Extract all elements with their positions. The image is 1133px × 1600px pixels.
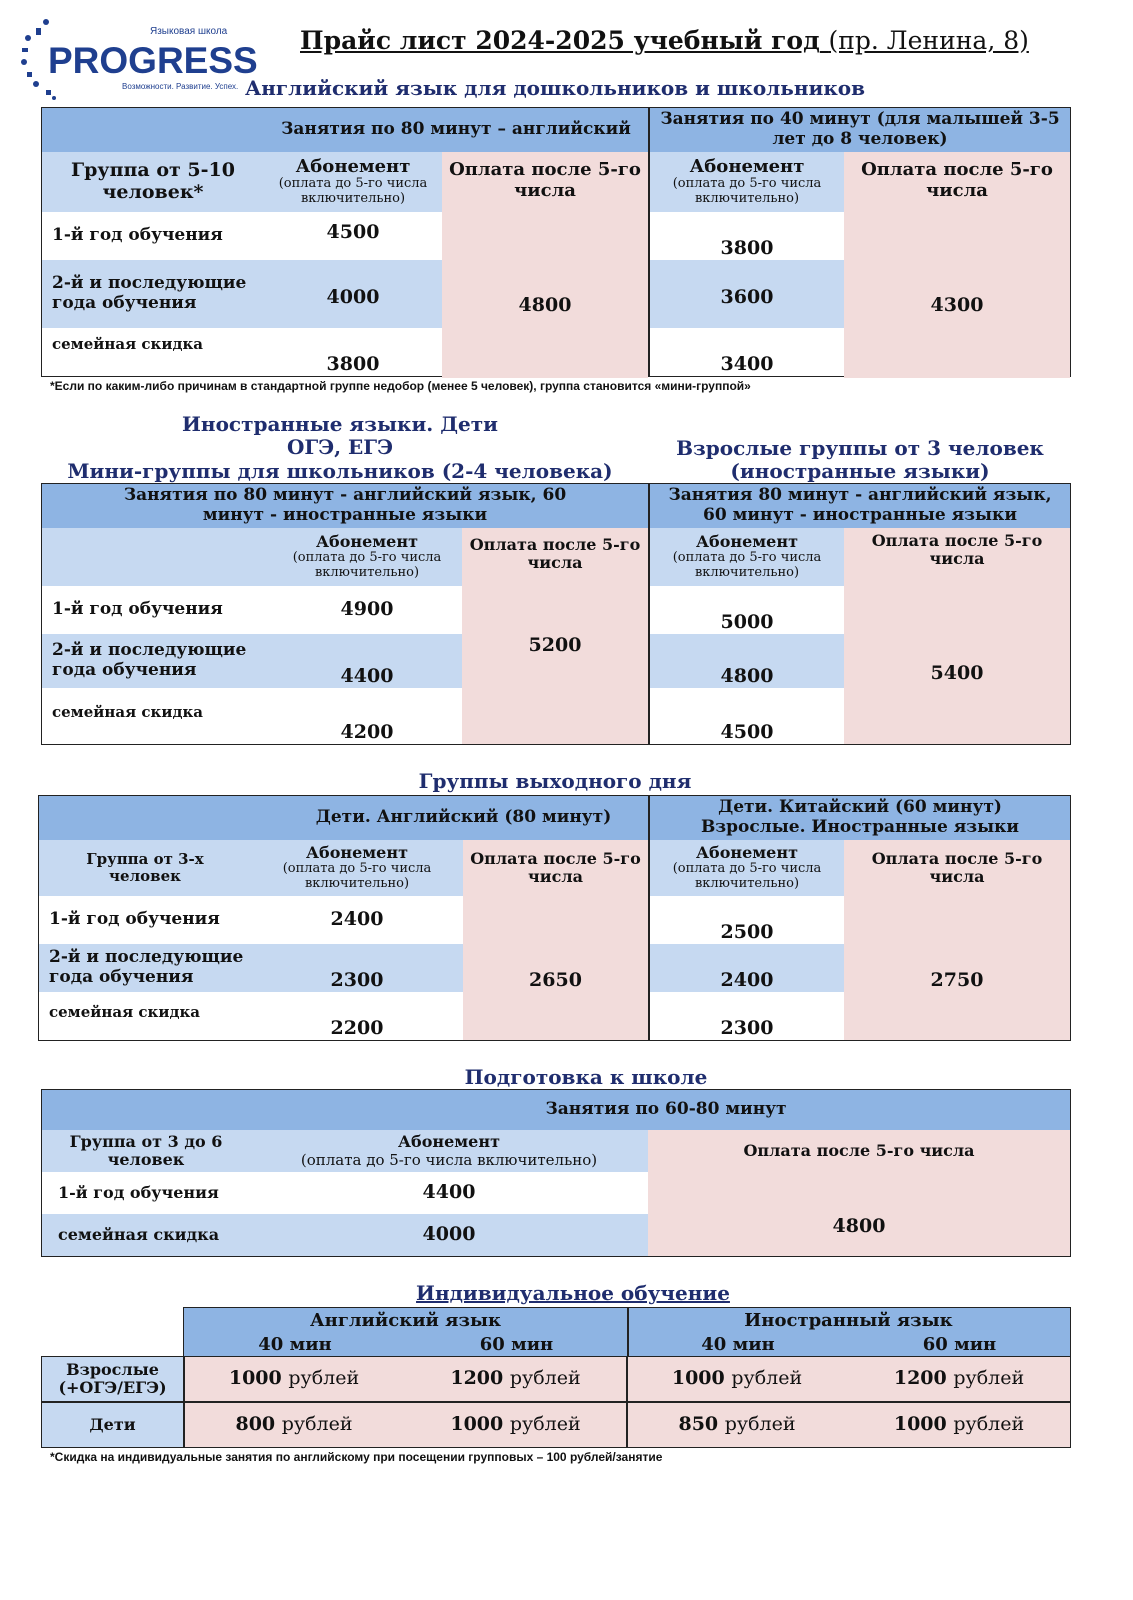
s4-row1-label: 1-й год обучения: [42, 1172, 648, 1214]
s5-col-a: Английский язык: [309, 1309, 501, 1331]
s1-a-abon-header: Абонемент (оплата до 5-го числа включительно): [264, 152, 442, 212]
s5-r1-v4: 1200 рублей: [893, 1367, 1025, 1390]
s5-a-60: 60 мин: [479, 1333, 554, 1355]
s1-b-row2: 3600: [720, 286, 774, 309]
s5-r1-v2: 1200 рублей: [450, 1367, 581, 1390]
s3-a-pay: 2650: [529, 969, 582, 992]
s3-a-pay-col: Оплата после 5-го числа: [463, 840, 648, 1040]
s1-b-abon-header: Абонемент (оплата до 5-го числа включительно): [650, 152, 844, 212]
section2-heading-right: Взрослые группы от 3 человек (иностранные языки): [676, 436, 1044, 484]
s2-b-pay: 5400: [930, 662, 984, 685]
s3-col-b-header: Дети. Китайский (60 минут) Взрослые. Иностранные языки: [650, 796, 1070, 840]
s1-a-row2: 4000: [326, 286, 380, 309]
s3-group-label: Группа от 3-х человек: [39, 840, 251, 896]
s5-r2-v1: 800 рублей: [235, 1413, 353, 1436]
s4-group-label: Группа от 3 до 6 человек: [42, 1130, 250, 1172]
section5-table: [41, 1356, 1071, 1448]
s1-col-a-header: Занятия по 80 минут – английский: [264, 108, 648, 152]
section4-heading: Подготовка к школе: [464, 1065, 708, 1089]
s3-b-row2: 2400: [720, 969, 774, 992]
s2-a-row2: 4400: [340, 665, 394, 688]
s1-b-row1: 3800: [720, 237, 774, 260]
s1-row1-label: 1-й год обучения: [42, 212, 442, 260]
s2-b-row1: 5000: [720, 611, 774, 634]
s5-a-40: 40 мин: [258, 1333, 332, 1355]
section3-heading: Группы выходного дня: [418, 769, 692, 793]
s1-b-row3: 3400: [720, 353, 774, 376]
s2-a-pay: 5200: [528, 634, 582, 657]
s3-b-pay-col: Оплата после 5-го числа: [844, 840, 1070, 1040]
section1-table: [41, 107, 1071, 377]
s1-row2-label: 2-й и последующие года обучения: [42, 260, 264, 328]
s1-col-b-header: Занятия по 40 минут (для малышей 3-5 лет до 8 человек): [650, 108, 1070, 152]
s5-b-60: 60 мин: [922, 1333, 997, 1355]
s2-b-abon-header: Абонемент (оплата до 5-го числа включительно): [650, 528, 844, 586]
s3-a-row3: 2200: [330, 1017, 384, 1040]
s5-r2-v2: 1000 рублей: [450, 1413, 581, 1436]
s1-a-row1: 4500: [326, 221, 380, 243]
s3-b-row3: 2300: [720, 1017, 774, 1040]
s2-a-row3: 4200: [340, 721, 394, 744]
section5-heading: Индивидуальное обучение: [416, 1281, 730, 1305]
s5-r2-v4: 1000 рублей: [893, 1413, 1025, 1436]
logo-tagline: Возможности. Развитие. Успех.: [122, 82, 239, 91]
s2-row1-label: 1-й год обучения: [42, 586, 462, 634]
s3-row1-label: 1-й год обучения: [39, 896, 463, 944]
s2-col-b-header: Занятия 80 минут - английский язык, 60 минут - иностранные языки: [650, 484, 1070, 528]
s4-row2-label: семейная скидка: [42, 1214, 648, 1256]
section5-header: [183, 1307, 1071, 1357]
page-title: [300, 26, 1029, 55]
s2-a-pay-col: Оплата после 5-го числа: [462, 528, 648, 744]
section2-table: [41, 483, 1071, 745]
s1-a-pay-col: Оплата после 5-го числа: [442, 152, 648, 378]
title-main: Прайс лист 2024-2025 учебный год: [300, 26, 820, 55]
s2-b-row2: 4800: [720, 665, 774, 688]
s3-b-pay: 2750: [930, 969, 984, 992]
s3-col-a-header: Дети. Английский (80 минут): [39, 796, 648, 840]
section3-table: [38, 795, 1071, 1041]
s4-abon-header: Абонемент (оплата до 5-го числа включительно): [250, 1130, 648, 1172]
s3-b-row1: 2500: [720, 921, 774, 944]
s4-row1-abon: 4400: [422, 1181, 476, 1204]
s5-row2-label: Дети: [42, 1403, 183, 1447]
s3-a-row1: 2400: [330, 908, 384, 931]
section1-heading: Английский язык для дошкольников и школьников: [244, 76, 865, 100]
s2-a-abon-header: Абонемент (оплата до 5-го числа включительно): [272, 528, 462, 586]
s2-col-a-header: Занятия по 80 минут - английский язык, 60 минут - иностранные языки: [42, 484, 648, 528]
s5-r1-v3: 1000 рублей: [671, 1367, 803, 1390]
s4-pay: 4800: [832, 1215, 886, 1238]
s5-row1-label: Взрослые (+ОГЭ/ЕГЭ): [42, 1357, 183, 1401]
s5-b-40: 40 мин: [701, 1333, 775, 1355]
s5-r1-v1: 1000 рублей: [228, 1367, 360, 1390]
s3-a-abon-header: Абонемент (оплата до 5-го числа включительно): [251, 840, 463, 896]
s2-a-row1: 4900: [340, 598, 394, 621]
section4-table: [41, 1089, 1071, 1257]
logo-brand: PROGRESS: [48, 40, 258, 81]
s2-row3-label: семейная скидка: [42, 688, 462, 744]
s5-col-b: Иностранный язык: [744, 1309, 953, 1331]
s1-a-row3: 3800: [326, 353, 380, 376]
s3-b-abon-header: Абонемент (оплата до 5-го числа включительно): [650, 840, 844, 896]
section5-footnote: *Скидка на индивидуальные занятия по английскому при посещении групповых – 100 рублей/занятие: [50, 1450, 663, 1464]
s2-b-row3: 4500: [720, 721, 774, 744]
s1-group-label: Группа от 5-10 человек*: [42, 152, 264, 212]
section1-footnote: *Если по каким-либо причинам в стандартной группе недобор (менее 5 человек), группа становится «мини-группой»: [50, 379, 751, 393]
title-address: (пр. Ленина, 8): [828, 26, 1029, 55]
s1-a-pay: 4800: [518, 294, 572, 317]
s4-row2-abon: 4000: [422, 1223, 476, 1246]
s5-r2-v3: 850 рублей: [678, 1413, 796, 1436]
s4-pay-col: Оплата после 5-го числа: [648, 1130, 1070, 1256]
s1-b-pay: 4300: [930, 294, 984, 317]
s1-b-pay-col: Оплата после 5-го числа: [844, 152, 1070, 378]
s3-row3-label: семейная скидка: [39, 992, 463, 1040]
logo-school: Языковая школа: [150, 26, 228, 37]
s4-header: Занятия по 60-80 минут: [42, 1090, 1070, 1130]
s2-b-pay-col: Оплата после 5-го числа: [844, 528, 1070, 744]
s3-row2-label: 2-й и последующие года обучения: [39, 944, 463, 992]
section2-heading-left: Иностранные языки. Дети ОГЭ, ЕГЭ Мини-группы для школьников (2-4 человека): [67, 412, 613, 483]
s1-row3-label: семейная скидка: [42, 328, 264, 376]
s2-row2-label: 2-й и последующие года обучения: [42, 634, 462, 688]
s3-a-row2: 2300: [330, 969, 384, 992]
